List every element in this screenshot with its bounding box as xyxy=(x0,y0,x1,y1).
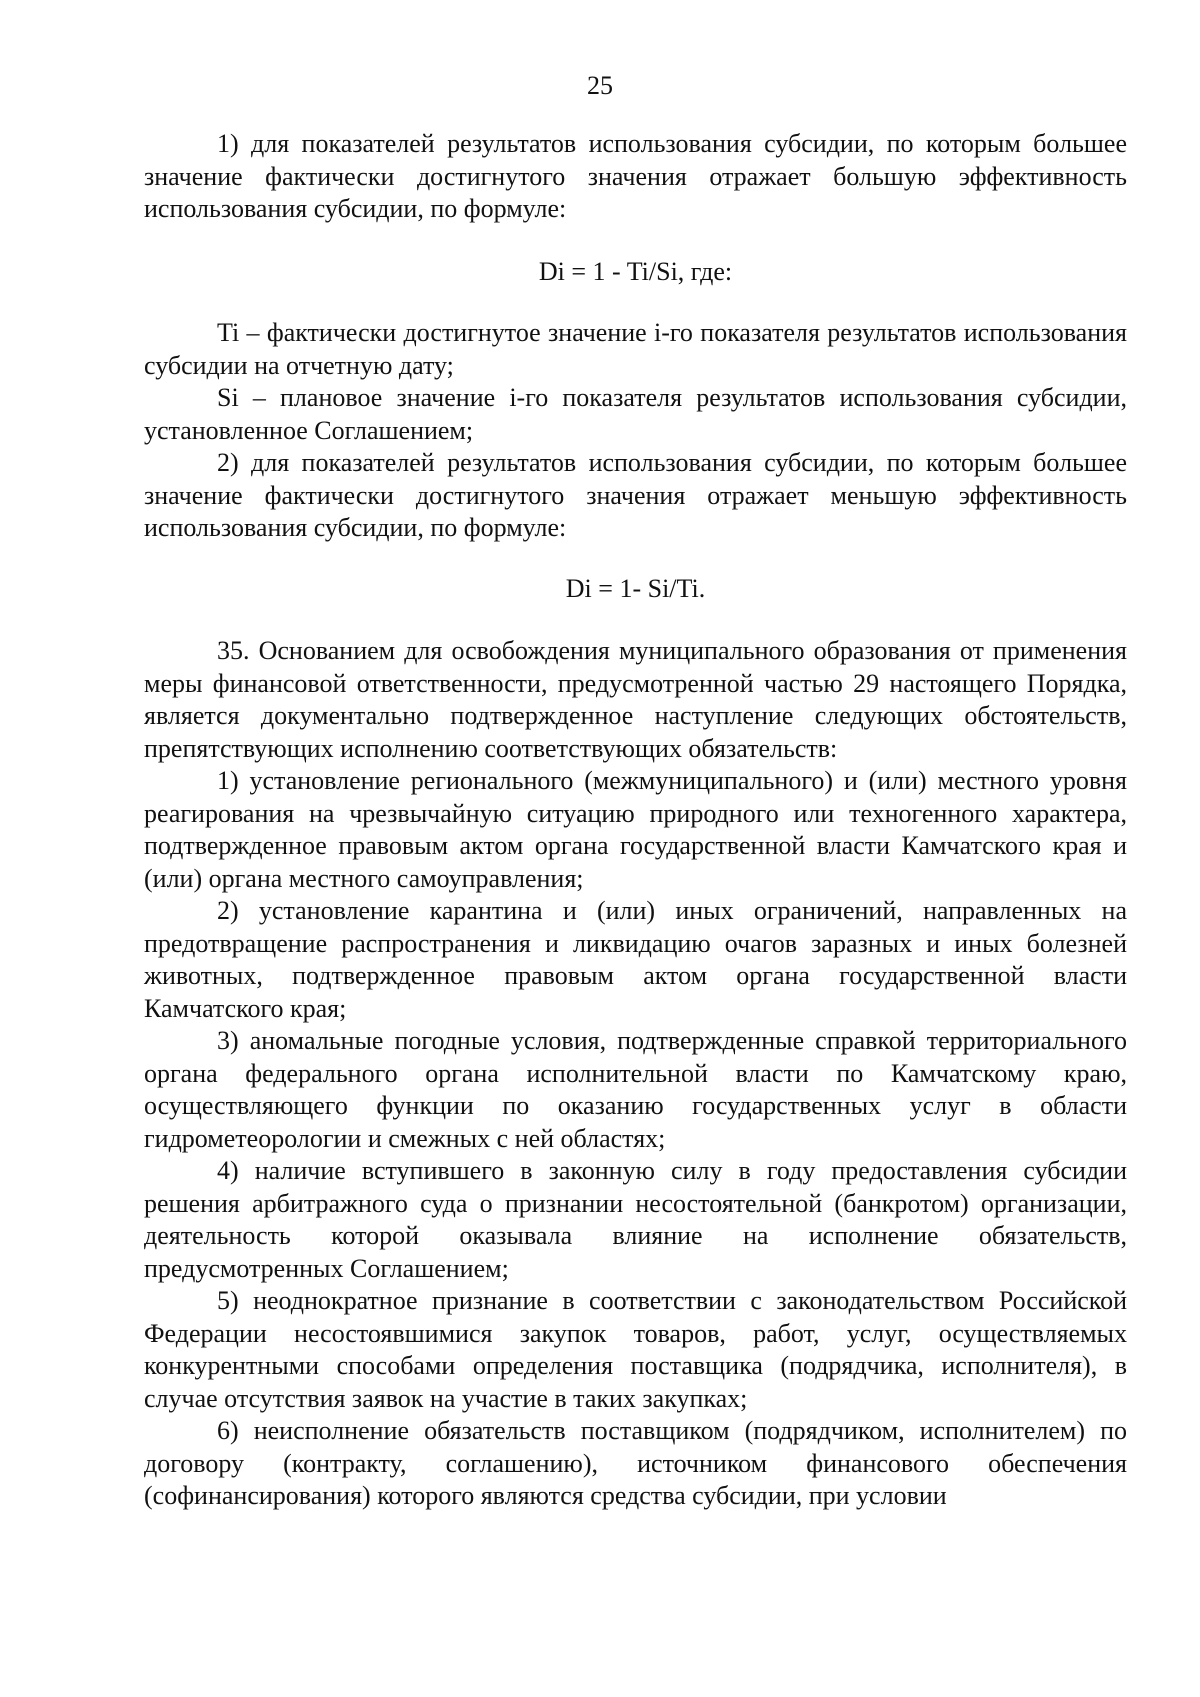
paragraph-section-35: 35. Основанием для освобождения муниципального образования от применения меры финансовой ответственности, предусмотренной частью 29 настоящего Порядка, является документально подтвержденное наступление следующих обстоятельств, препятствующих исполнению соответствующих обязательств: xyxy=(144,636,1127,763)
paragraph-si-definition: Si – плановое значение i-го показателя результатов использования субсидии, установленное Соглашением; xyxy=(144,383,1127,445)
paragraph-circumstance-6: 6) неисполнение обязательств поставщиком (подрядчиком, исполнителем) по договору (контракту, соглашению), источником финансового обеспечения (софинансирования) которого являются средства субсидии, при условии xyxy=(144,1416,1127,1510)
paragraph-item-2: 2) для показателей результатов использования субсидии, по которым большее значение фактически достигнутого значения отражает меньшую эффективность использования субсидии, по формуле: xyxy=(144,448,1127,542)
document-body xyxy=(144,128,1127,1513)
formula-2: Di = 1- Si/Ti. xyxy=(565,573,706,603)
paragraph-circumstance-2: 2) установление карантина и (или) иных ограничений, направленных на предотвращение распространения и ликвидацию очагов заразных и иных болезней животных, подтвержденное правовым актом органа государственной власти Камчатского края; xyxy=(144,896,1127,1023)
paragraph-item-1: 1) для показателей результатов использования субсидии, по которым большее значение фактически достигнутого значения отражает большую эффективность использования субсидии, по формуле: xyxy=(144,129,1127,223)
page-number: 25 xyxy=(587,71,613,100)
paragraph-circumstance-4: 4) наличие вступившего в законную силу в году предоставления субсидии решения арбитражного суда о признании несостоятельной (банкротом) организации, деятельность которой оказывала влияние на исполнение обязательств, предусмотренных Соглашением; xyxy=(144,1156,1127,1283)
paragraph-circumstance-5: 5) неоднократное признание в соответствии с законодательством Российской Федерации несостоявшимися закупок товаров, работ, услуг, осуществляемых конкурентными способами определения поставщика (подрядчика, исполнителя), в случае отсутствия заявок на участие в таких закупках; xyxy=(144,1286,1127,1413)
paragraph-circumstance-3: 3) аномальные погодные условия, подтвержденные справкой территориального органа федерального органа исполнительной власти по Камчатскому краю, осуществляющего функции по оказанию государственных услуг в области гидрометеорологии и смежных с ней областях; xyxy=(144,1026,1127,1153)
paragraph-ti-definition: Ti – фактически достигнутое значение i-го показателя результатов использования субсидии на отчетную дату; xyxy=(144,318,1127,380)
formula-1: Di = 1 - Ti/Si, где: xyxy=(538,256,733,286)
paragraph-circumstance-1: 1) установление регионального (межмуниципального) и (или) местного уровня реагирования на чрезвычайную ситуацию природного или техногенного характера, подтвержденное правовым актом органа государственной власти Камчатского края и (или) органа местного самоуправления; xyxy=(144,766,1127,893)
